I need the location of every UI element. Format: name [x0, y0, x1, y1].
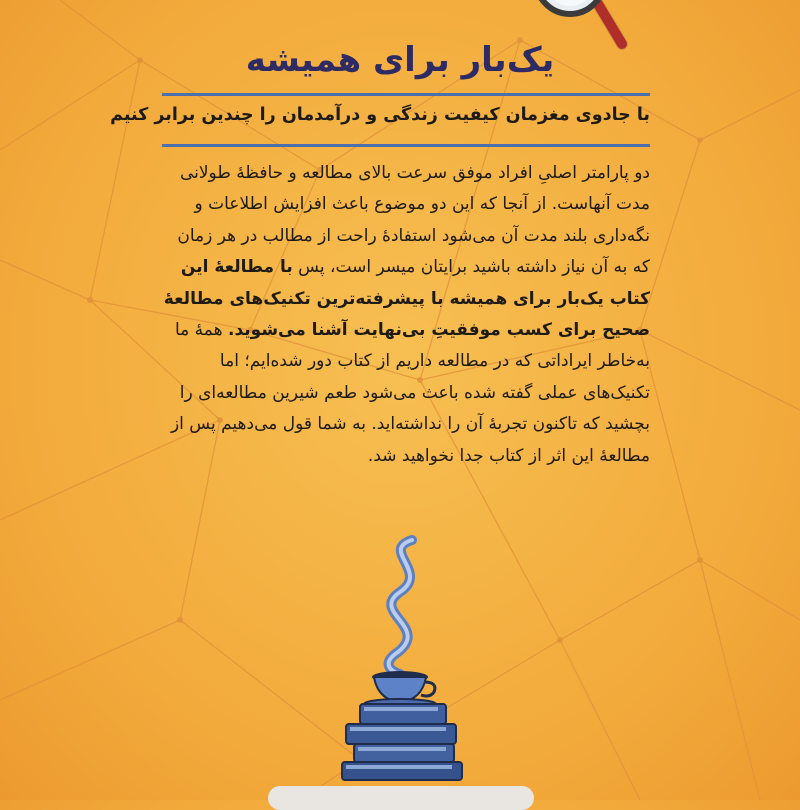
back-cover-description — [158, 158, 650, 472]
title-divider-bottom — [162, 144, 650, 147]
title-divider-top — [162, 93, 650, 96]
book-subtitle: با جادوی مغزمان کیفیت زندگی و درآمدمان را چندین برابر کنیم — [110, 105, 650, 125]
book-title: یک‌بار برای همیشه — [245, 40, 555, 80]
description-paragraph-end: همهٔ ما به‌خاطر ایراداتی که در مطالعه داریم از کتاب دور شده‌ایم؛ اما تکنیک‌های عملی گفته شده باعث می‌شود طعم شیرین مطالعه‌ای را بچشید که تاکنون تجربهٔ آن را نداشته‌اید. به شما قول می‌دهیم پس از مطالعهٔ این اثر از کتاب جدا نخواهید شد. — [170, 320, 650, 466]
description-bold-highlight: با مطالعهٔ این کتاب یک‌بار برای همیشه با پیشرفته‌ترین تکنیک‌های مطالعهٔ صحیح برای کسب موفقیتِ بی‌نهایت آشنا می‌شوید. — [163, 257, 650, 341]
barcode-sticker-edge — [268, 786, 534, 810]
description-paragraph-start: دو پارامتر اصلیِ افراد موفق سرعت بالای مطالعه و حافظهٔ طولانی مدت آنهاست. از آنجا که این دو موضوع باعث افزایش اطلاعات و نگه‌داری بلند مدت آن می‌شود استفادهٔ راحت از مطالب در هر زمان که به آن نیاز داشته باشید برایتان میسر است، پس — [177, 163, 650, 278]
book-stack-with-steaming-cup-icon — [320, 532, 480, 782]
